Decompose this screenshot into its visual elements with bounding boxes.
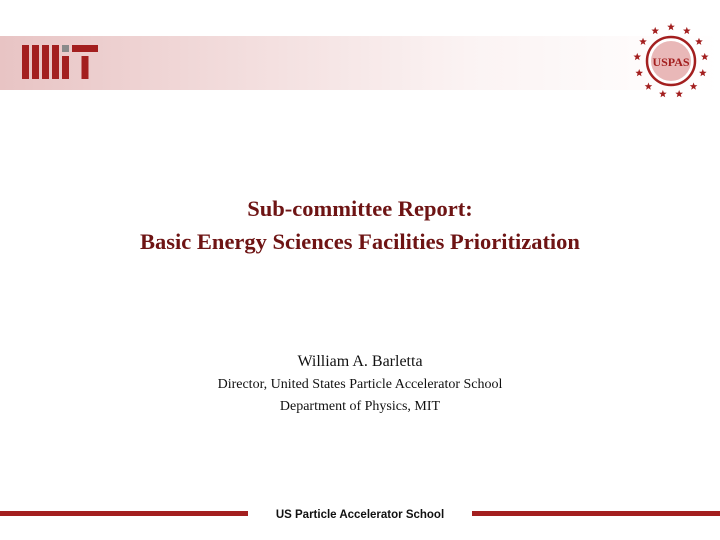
author-name: William A. Barletta — [297, 353, 423, 370]
footer-label: US Particle Accelerator School — [275, 509, 445, 521]
uspas-logo — [630, 20, 712, 102]
seal-star-icon — [645, 82, 653, 89]
seal-star-icon — [635, 69, 643, 76]
footer-rule-right — [472, 511, 720, 516]
seal-star-icon — [651, 27, 659, 34]
uspas-logo-text: USPAS — [652, 55, 690, 69]
seal-star-icon — [675, 90, 683, 97]
mit-logo — [22, 45, 102, 79]
seal-star-icon — [695, 38, 703, 45]
author-role: Director, United States Particle Accelerator School — [217, 377, 503, 392]
seal-star-icon — [667, 23, 675, 30]
footer-rule-left — [0, 511, 248, 516]
seal-star-icon — [699, 69, 707, 76]
seal-star-icon — [690, 82, 698, 89]
title-line-2: Basic Energy Sciences Facilities Prioritization — [140, 229, 580, 254]
seal-star-icon — [683, 27, 691, 34]
seal-star-icon — [633, 53, 641, 60]
title-line-1: Sub-committee Report: — [247, 196, 473, 221]
slide-title — [0, 192, 720, 258]
header-band — [0, 36, 720, 90]
author-affiliation: Department of Physics, MIT — [279, 399, 441, 414]
seal-star-icon — [701, 53, 709, 60]
seal-star-icon — [639, 38, 647, 45]
author-block — [0, 352, 720, 416]
seal-star-icon — [659, 90, 667, 97]
